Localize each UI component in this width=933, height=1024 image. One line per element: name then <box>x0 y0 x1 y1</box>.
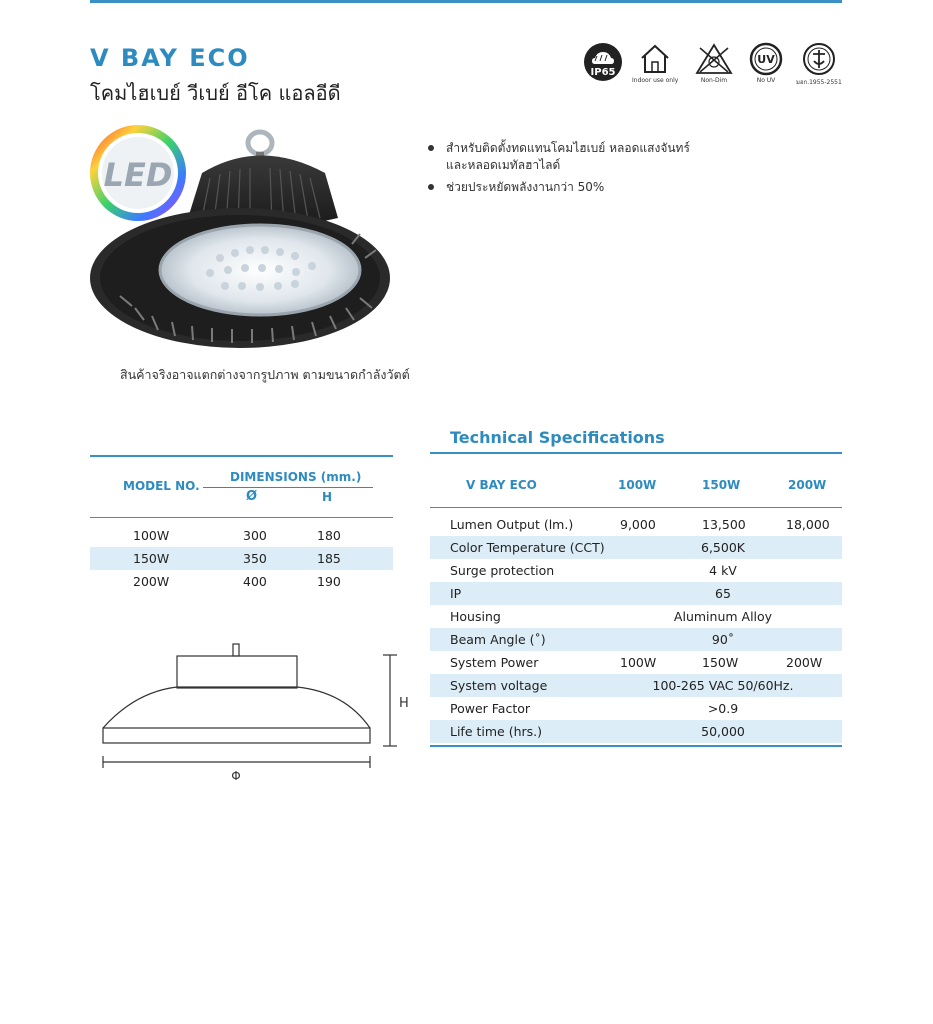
table-row: System Power 100W 150W 200W <box>450 655 823 670</box>
spec-header <box>430 454 842 507</box>
indoor-house-icon <box>632 42 678 84</box>
spec-title: Technical Specifications <box>450 428 665 447</box>
feature-item: สำหรับติดตั้งทดแทนโคมไฮเบย์ หลอดแสงจันทร์ และหลอดเมทัลฮาไลด์ <box>426 140 690 174</box>
table-row: System voltage 100-265 VAC 50/60Hz. <box>430 674 842 697</box>
ip65-rain-icon <box>583 42 623 82</box>
table-row: Power Factor >0.9 <box>450 701 739 716</box>
table-row: Lumen Output (lm.) 9,000 13,500 18,000 <box>450 517 830 532</box>
dimensions-mm-header: DIMENSIONS (mm.) <box>230 470 362 484</box>
no-uv-label: No UV <box>756 77 776 84</box>
table-row: 100W 300 180 <box>133 528 341 543</box>
feature-item: ช่วยประหยัดพลังงานกว่า 50% <box>426 179 690 196</box>
spec-col-150w: 150W <box>702 478 741 492</box>
height-header: H <box>322 490 333 504</box>
product-title-thai: โคมไฮเบย์ วีเบย์ อีโค แอลอีดี <box>90 81 341 105</box>
svg-text:UV: UV <box>757 53 775 66</box>
spec-model-header: V BAY ECO <box>466 478 537 492</box>
height-label: H <box>399 696 409 711</box>
non-dim-label: Non-Dim <box>700 77 728 84</box>
indoor-label: Indoor use only <box>632 77 679 84</box>
table-row: Life time (hrs.) 50,000 <box>430 720 842 743</box>
table-row: Beam Angle (˚) 90˚ <box>430 628 842 651</box>
tis-label: มอก.1955-2551 <box>796 79 842 86</box>
non-dim-icon <box>694 42 734 84</box>
table-row: 150W 350 185 <box>90 547 393 570</box>
diameter-label: Φ <box>231 769 241 783</box>
product-image <box>80 118 400 363</box>
table-bottom-rule <box>430 745 842 747</box>
diameter-header: Ø <box>246 489 258 504</box>
table-row: IP 65 <box>430 582 842 605</box>
dimensions-header <box>90 457 393 517</box>
no-uv-icon <box>748 42 784 84</box>
feature-list <box>426 140 690 201</box>
table-row: Surge protection 4 kV <box>450 563 737 578</box>
dimension-drawing <box>95 640 425 790</box>
dimensions-table <box>90 455 393 593</box>
spec-table <box>430 452 842 747</box>
product-title: V BAY ECO <box>90 44 250 72</box>
led-badge-icon <box>90 125 186 221</box>
tis-standard-icon <box>796 42 842 87</box>
image-caption: สินค้าจริงอาจแตกต่างจากรูปภาพ ตามขนาดกำลังวัตต์ <box>120 367 410 382</box>
table-row: 200W 400 190 <box>133 574 341 589</box>
top-rule <box>90 0 842 3</box>
svg-text:LED: LED <box>103 156 173 194</box>
spec-col-100w: 100W <box>618 478 657 492</box>
model-no-header: MODEL NO. <box>123 479 200 493</box>
header-divider <box>203 487 373 488</box>
svg-text:IP65: IP65 <box>590 67 616 78</box>
spec-col-200w: 200W <box>788 478 827 492</box>
table-row: Housing Aluminum Alloy <box>450 609 773 624</box>
table-row: Color Temperature (CCT) 6,500K <box>430 536 842 559</box>
